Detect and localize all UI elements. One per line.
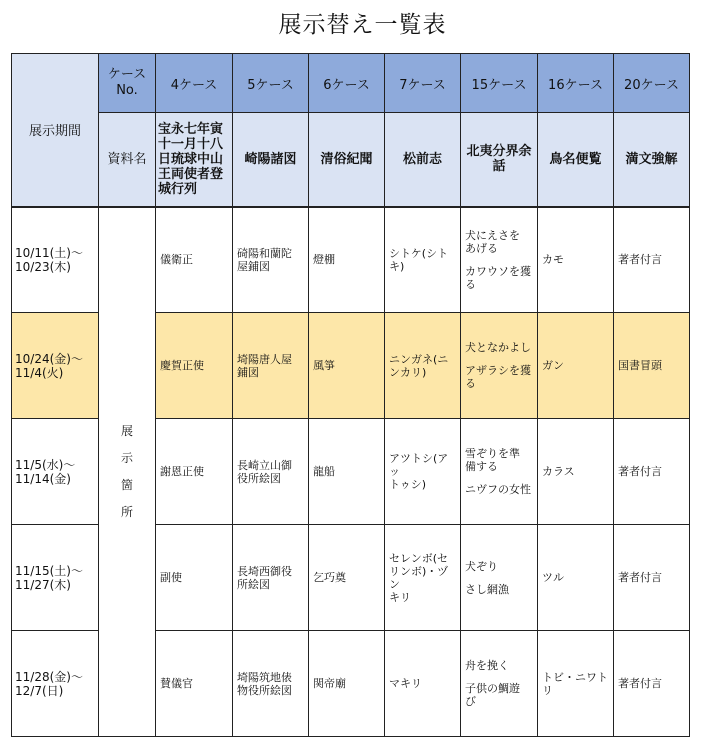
exhibit-cell [461,631,538,737]
exhibit-text: キリ [389,590,411,604]
exhibit-text: 風箏 [313,359,335,372]
exhibit-cell [385,419,461,525]
case-header-7: 20ケース [614,54,690,113]
exhibit-text: カモ [542,253,564,267]
period-cell [12,207,99,313]
period-cell [12,525,99,631]
exhibit-text: アツトシ(アッ [389,452,449,478]
exhibit-text: 碕陽和蘭陀 [237,246,292,260]
exhibit-cell [614,525,690,631]
exhibit-cell [385,207,461,313]
case-header-6: 16ケース [538,54,614,113]
exhibit-text: 子供の鯛遊 [465,682,520,695]
exhibit-text: 犬ぞり [465,559,498,573]
exhibit-text: 犬にえさを [465,228,520,242]
material-title-7: 満文強解 [614,113,690,207]
exhibit-text: トゥシ) [389,478,427,491]
case-header-5: 15ケース [461,54,538,113]
period-line: 10/23(木) [15,259,71,274]
period-cell [12,419,99,525]
case-header-2: 5ケース [233,54,309,113]
case-header-3: 6ケース [309,54,385,113]
exhibit-cell [614,419,690,525]
material-title-4: 松前志 [385,113,461,207]
exhibit-cell [614,207,690,313]
exhibit-text: キ) [389,259,405,273]
period-line: 11/27(木) [15,577,71,592]
exhibit-text: 関帝廟 [313,677,346,690]
material-title-3: 清俗紀聞 [309,113,385,207]
exhibit-cell [385,525,461,631]
exhibit-text: ガン [542,359,564,372]
exhibit-text: 長埼西御役 [237,564,292,578]
exhibit-text: 埼陽筑地俵 [237,670,292,684]
material-title-6: 鳥名便覧 [538,113,614,207]
exhibit-cell [385,313,461,419]
exhibit-cell [461,313,538,419]
period-line: 10/11(土)～ [15,245,83,260]
exhibit-text: 屋鋪図 [237,259,270,273]
period-cell [12,313,99,419]
exhibit-cell [156,631,233,737]
exhibit-text: 雪ぞりを準 [465,447,520,460]
exhibit-text: カワウソを獲 [465,264,531,278]
period-line: 11/14(金) [15,471,71,486]
exhibit-cell [538,525,614,631]
table-row [12,207,690,313]
exhibit-text: び [465,695,476,708]
exhibit-text: る [465,277,476,291]
exhibit-text: マキリ [389,677,422,690]
exhibit-cell [233,631,309,737]
exhibit-text: 鋪図 [237,365,259,379]
exhibit-cell [309,419,385,525]
exhibit-cell [156,419,233,525]
exhibit-cell [309,525,385,631]
material-name-header: 資料名 [99,113,156,207]
case-no-header: ケース No. [99,54,156,113]
exhibit-text: ンカリ) [389,365,427,379]
exhibit-cell [233,207,309,313]
exhibit-cell [538,207,614,313]
exhibit-text: ニンガネ(ニ [389,352,449,366]
exhibit-text: 犬となかよし [465,341,531,354]
exhibit-text: 備する [465,460,498,473]
exhibit-cell [385,631,461,737]
exhibit-text: 国書冒頭 [618,359,662,372]
location-cell [99,207,156,737]
exhibit-text: 龍船 [313,465,335,478]
exhibit-text: 著者付言 [618,571,662,584]
exhibit-text: 燈棚 [313,253,335,267]
exhibit-cell [233,525,309,631]
exhibit-text: カラス [542,465,575,478]
exhibit-cell [233,419,309,525]
exhibit-cell [614,631,690,737]
exhibit-cell [461,525,538,631]
exhibit-text: 舟を挽く [465,659,509,672]
exhibition-schedule-table [11,53,690,737]
exhibit-text: 著者付言 [618,677,662,690]
page-title: 展示替え一覧表 [278,12,447,38]
period-line: 12/7(日) [15,683,64,698]
exhibit-text: 著者付言 [618,465,662,478]
location-char: 展 [120,423,133,438]
exhibit-cell [156,207,233,313]
exhibit-text: 著者付言 [618,253,662,267]
exhibit-text: 埼陽唐人屋 [237,352,292,366]
exhibit-text: セレンボ(セ [389,551,449,565]
period-line: 10/24(金)～ [15,351,83,366]
exhibit-cell [156,313,233,419]
exhibit-text: 慶賀正使 [160,359,204,372]
period-cell [12,631,99,737]
exhibit-cell [461,419,538,525]
exhibit-text: アザラシを獲 [465,364,531,377]
exhibit-cell [156,525,233,631]
exhibit-text: ツル [542,571,564,584]
exhibit-text: リンボ)・ヅン [389,564,449,591]
exhibit-text: 所絵図 [237,577,270,591]
period-header: 展示期間 [12,54,99,207]
exhibit-text: ニヴフの女性 [465,483,531,496]
exhibit-cell [538,631,614,737]
exhibit-cell [233,313,309,419]
period-line: 11/5(水)～ [15,457,76,472]
exhibit-text: 副使 [160,571,182,584]
exhibit-text: 乞巧奠 [313,571,346,584]
exhibit-cell [309,313,385,419]
exhibit-cell [614,313,690,419]
exhibit-cell [538,313,614,419]
exhibit-text: 謝恩正使 [160,465,204,478]
period-line: 11/4(火) [15,365,64,380]
exhibit-text: シトケ(シト [389,246,449,260]
location-char: 示 [120,450,133,465]
location-char: 所 [120,504,133,519]
exhibit-text: 役所絵図 [237,471,281,485]
material-title-1: 宝永七年寅十一月十八日琉球中山王両使者登城行列 [156,113,233,207]
location-char: 箇 [120,477,133,492]
exhibit-text: 物役所絵図 [237,683,292,697]
exhibit-text: 儀衛正 [160,253,193,267]
case-header-1: 4ケース [156,54,233,113]
period-line: 11/15(土)～ [15,563,83,578]
exhibit-text: る [465,377,476,390]
exhibit-text: トビ・ニワトリ [542,670,608,697]
exhibit-cell [461,207,538,313]
exhibit-cell [309,207,385,313]
material-title-5: 北夷分界余話 [461,113,538,207]
material-title-2: 崎陽諸図 [233,113,309,207]
case-header-4: 7ケース [385,54,461,113]
exhibit-cell [309,631,385,737]
exhibit-text: さし網漁 [465,582,509,596]
exhibit-cell [538,419,614,525]
exhibit-text: 賛儀官 [160,677,193,690]
period-line: 11/28(金)～ [15,669,83,684]
exhibit-text: 長崎立山御 [237,458,292,472]
exhibit-text: あげる [465,241,498,255]
